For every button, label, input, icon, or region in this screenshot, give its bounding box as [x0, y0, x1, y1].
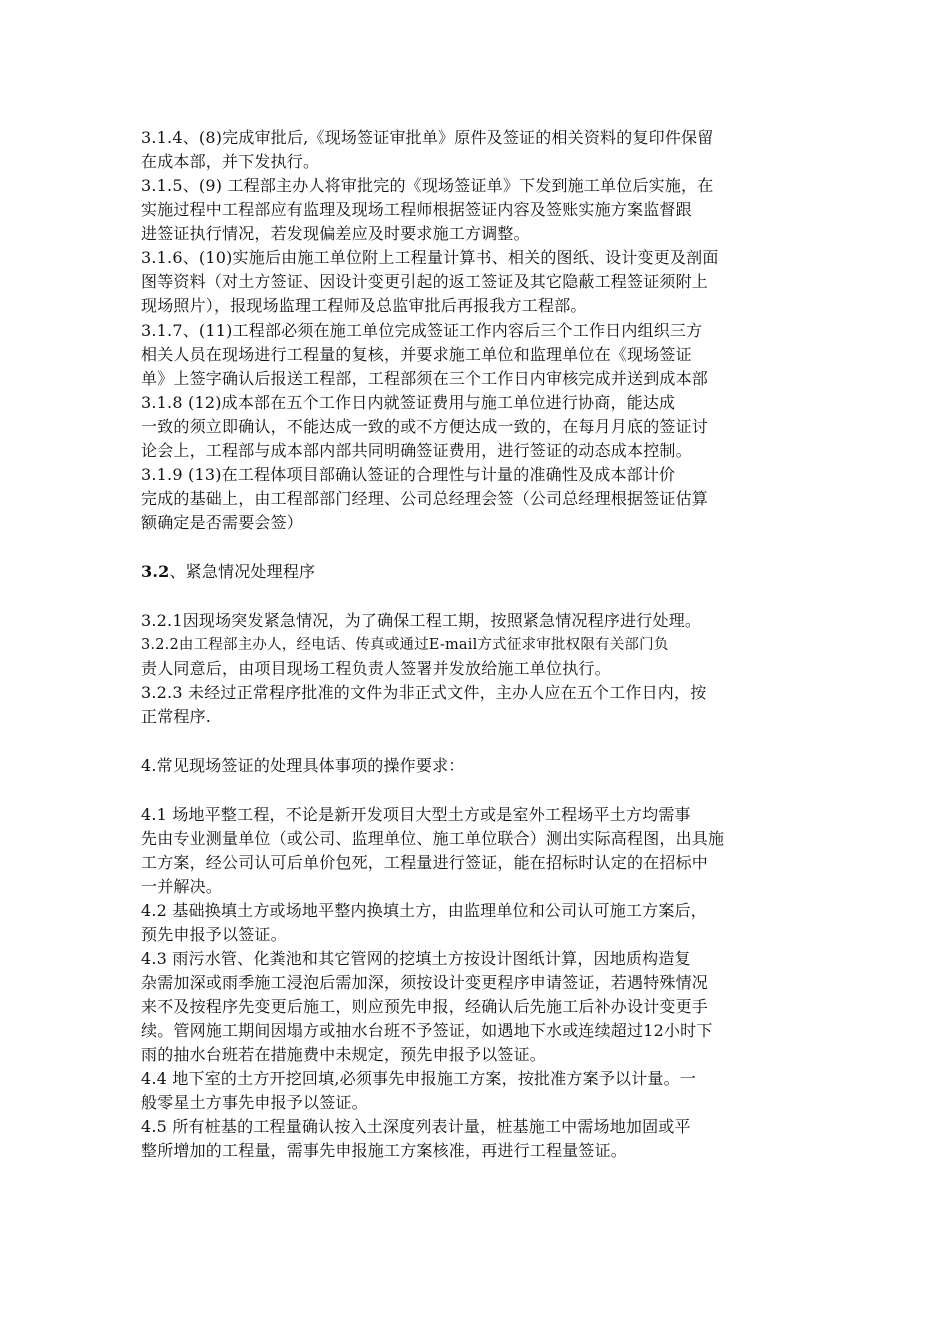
paragraph-4-1-line: 工方案，经公司认可后单价包死，工程量进行签证，能在招标时认定的在招标中	[141, 853, 709, 872]
paragraph-3-1-4-line: 在成本部，并下发执行。	[141, 152, 320, 171]
paragraph-4-3-line: 雨的抽水台班若在措施费中未规定，预先申报予以签证。	[141, 1045, 547, 1064]
paragraph-4-3-line: 4.3 雨污水管、化粪池和其它管网的挖填土方按设计图纸计算，因地质构造复	[141, 949, 691, 968]
paragraph-3-1-7-line: 相关人员在现场进行工程量的复核，并要求施工单位和监理单位在《现场签证	[141, 345, 692, 364]
paragraph-3-1-7-line: 3.1.7、(11)工程部必须在施工单位完成签证工作内容后三个工作日内组织三方	[141, 321, 703, 340]
paragraph-4-3-line: 杂需加深或雨季施工浸泡后需加深，须按设计变更程序申请签证，若遇特殊情况	[141, 973, 709, 992]
paragraph-4-5-line: 4.5 所有桩基的工程量确认按入土深度列表计量，桩基施工中需场地加固或平	[141, 1117, 691, 1136]
paragraph-3-1-5-line: 进签证执行情况，若发现偏差应及时要求施工方调整。	[141, 224, 530, 243]
section-title: 、紧急情况处理程序	[169, 562, 316, 581]
paragraph-3-1-5-line: 实施过程中工程部应有监理及现场工程师根据签证内容及签账实施方案监督跟	[141, 200, 692, 219]
paragraph-3-1-8-line: 论会上，工程部与成本部内部共同明确签证费用，进行签证的动态成本控制。	[141, 441, 692, 460]
paragraph-4-1-line: 先由专业测量单位（或公司、监理单位、施工单位联合）测出实际高程图，出具施	[141, 829, 725, 848]
paragraph-3-2-3-line: 3.2.3 未经过正常程序批准的文件为非正式文件，主办人应在五个工作日内，按	[141, 683, 707, 702]
paragraph-3-1-6-line: 图等资料（对土方签证、因设计变更引起的返工签证及其它隐蔽工程签证须附上	[141, 272, 709, 291]
paragraph-4-2-line: 预先申报予以签证。	[141, 925, 287, 944]
paragraph-3-1-6-line: 3.1.6、(10)实施后由施工单位附上工程量计算书、相关的图纸、设计变更及剖面	[141, 248, 719, 267]
paragraph-4-2-line: 4.2 基础换填土方或场地平整内换填土方，由监理单位和公司认可施工方案后，	[141, 901, 707, 920]
paragraph-3-1-7-line: 单》上签字确认后报送工程部，工程部须在三个工作日内审核完成并送到成本部	[141, 369, 709, 388]
paragraph-3-1-9-line: 额确定是否需要会签）	[141, 513, 304, 532]
paragraph-3-1-4-line: 3.1.4、(8)完成审批后,《现场签证审批单》原件及签证的相关资料的复印件保留	[141, 128, 714, 147]
paragraph-3-1-9-line: 3.1.9 (13)在工程体项目部确认签证的合理性与计量的准确性及成本部计价	[141, 465, 676, 484]
section-heading-4: 4.常见现场签证的处理具体事项的操作要求：	[141, 756, 465, 775]
paragraph-3-1-8-line: 一致的须立即确认，不能达成一致的或不方便达成一致的，在每月月底的签证讨	[141, 417, 709, 436]
paragraph-3-2-3-line: 正常程序.	[141, 707, 212, 726]
section-number: 3.2	[141, 562, 170, 581]
paragraph-4-1-line: 一并解决。	[141, 877, 223, 896]
section-heading-3-2	[141, 560, 821, 584]
paragraph-3-2-2-line: 3.2.2由工程部主办人，经电话、传真或通过E-mail方式征求审批权限有关部门负	[141, 637, 669, 653]
paragraph-3-2-1-line: 3.2.1因现场突发紧急情况，为了确保工程工期，按照紧急情况程序进行处理。	[141, 611, 702, 630]
paragraph-3-1-8-line: 3.1.8 (12)成本部在五个工作日内就签证费用与施工单位进行协商，能达成	[141, 393, 676, 412]
paragraph-4-4-line: 4.4 地下室的土方开挖回填,必须事先申报施工方案，按批准方案予以计量。一	[141, 1069, 697, 1088]
paragraph-3-2-2-line: 责人同意后，由项目现场工程负责人签署并发放给施工单位执行。	[141, 659, 611, 678]
paragraph-4-3-line: 续。管网施工期间因塌方或抽水台班不予签证，如遇地下水或连续超过12小时下	[141, 1021, 713, 1040]
paragraph-4-1-line: 4.1 场地平整工程，不论是新开发项目大型土方或是室外工程场平土方均需事	[141, 805, 691, 824]
paragraph-4-3-line: 来不及按程序先变更后施工，则应预先申报，经确认后先施工后补办设计变更手	[141, 997, 709, 1016]
paragraph-4-5-line: 整所增加的工程量，需事先申报施工方案核准，再进行工程量签证。	[141, 1141, 628, 1160]
paragraph-3-1-6-line: 现场照片），报现场监理工程师及总监审批后再报我方工程部。	[141, 296, 587, 315]
paragraph-4-4-line: 般零星土方事先申报予以签证。	[141, 1093, 368, 1112]
paragraph-3-1-9-line: 完成的基础上，由工程部部门经理、公司总经理会签（公司总经理根据签证估算	[141, 489, 709, 508]
paragraph-3-1-5-line: 3.1.5、(9) 工程部主办人将审批完的《现场签证单》下发到施工单位后实施，在	[141, 176, 714, 195]
